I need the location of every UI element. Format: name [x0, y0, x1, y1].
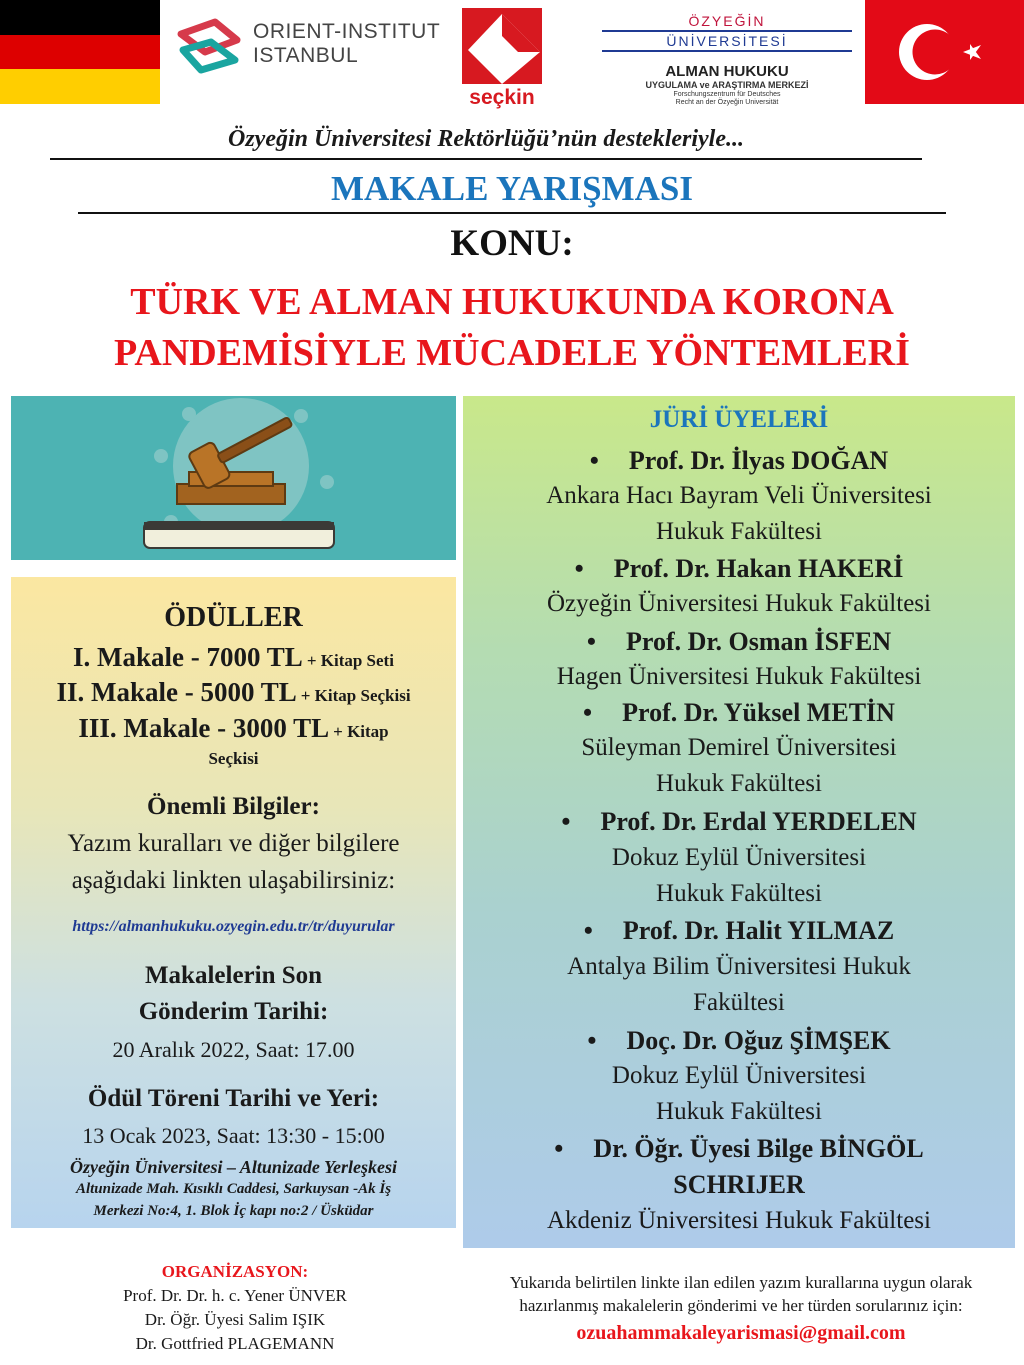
contest-title: MAKALE YARIŞMASI: [78, 166, 946, 214]
award-first-amount: I. Makale - 7000 TL: [73, 642, 303, 672]
bullet-icon: •: [583, 698, 593, 727]
award-third-amount: III. Makale - 3000 TL: [78, 713, 330, 743]
topic-line2: PANDEMİSİYLE MÜCADELE YÖNTEMLERİ: [114, 332, 910, 374]
info-line1: Yazım kuralları ve diğer bilgilere: [67, 830, 400, 857]
jury-member-name: • Doç. Dr. Oğuz ŞİMŞEK: [587, 1026, 891, 1055]
ozu-small-line1: Forschungszentrum für Deutsches: [673, 91, 781, 98]
jury-member-name: • Prof. Dr. Osman İSFEN: [586, 627, 892, 656]
footer-line2: hazırlanmış makalelerin gönderimi ve her türden sorularınız için:: [519, 1296, 963, 1315]
jury-member-name: • Prof. Dr. İlyas DOĞAN: [589, 446, 889, 475]
jury-member-name: • Prof. Dr. Halit YILMAZ: [583, 916, 895, 945]
jury-member-affiliation: Dokuz Eylül Üniversitesi: [611, 844, 867, 871]
ozu-top-text: ÖZYEĞİN: [688, 13, 766, 29]
award-first: [11, 642, 456, 673]
bullet-icon: •: [587, 1026, 597, 1055]
jury-member-affiliation: Süleyman Demirel Üniversitesi: [581, 734, 897, 761]
info-link[interactable]: https://almanhukuku.ozyegin.edu.tr/tr/duyurular: [72, 918, 395, 935]
orient-institut-logo: [175, 16, 455, 86]
award-third-extra: + Kitap: [333, 722, 389, 741]
deadline-date: 20 Aralık 2022, Saat: 17.00: [112, 1037, 355, 1062]
bullet-icon: •: [583, 916, 593, 945]
ceremony-date: 13 Ocak 2023, Saat: 13:30 - 15:00: [82, 1123, 385, 1148]
jury-member-name: • Prof. Dr. Erdal YERDELEN: [561, 807, 917, 836]
award-first-extra: + Kitap Seti: [306, 651, 394, 670]
jury-panel: [463, 396, 1015, 1248]
topic-title: [0, 277, 1024, 379]
ozu-center-title: ALMAN HUKUKU: [665, 63, 789, 80]
jury-member-affiliation: Hukuk Fakültesi: [656, 1098, 822, 1125]
seckin-mark-icon: [462, 8, 542, 84]
award-second: [11, 677, 456, 708]
jury-member-name: • Prof. Dr. Yüksel METİN: [583, 698, 895, 727]
award-second-amount: II. Makale - 5000 TL: [56, 677, 297, 707]
jury-title: JÜRİ ÜYELERİ: [649, 406, 829, 433]
bullet-icon: •: [589, 446, 599, 475]
ozu-bottom-text: ÜNİVERSİTESİ: [666, 33, 788, 49]
award-third-extra2: Seçkisi: [208, 749, 259, 768]
jury-member-affiliation: Ankara Hacı Bayram Veli Üniversitesi: [546, 482, 932, 509]
organizer-name: Dr. Gottfried PLAGEMANN: [135, 1334, 335, 1353]
jury-member-name-continued: SCHRIJER: [673, 1170, 805, 1199]
bullet-icon: •: [574, 554, 584, 583]
seckin-logo: [462, 8, 542, 108]
topic-line1: TÜRK VE ALMAN HUKUKUNDA KORONA: [130, 281, 894, 323]
ceremony-place2: Altunizade Mah. Kısıklı Caddesi, Sarkuysan -Ak İş: [75, 1181, 392, 1197]
awards-info-panel: [11, 577, 456, 1228]
jury-member-affiliation: Hagen Üniversitesi Hukuk Fakültesi: [556, 663, 922, 690]
contact-email[interactable]: ozuahammakaleyarismasi@gmail.com: [576, 1322, 906, 1344]
ceremony-place3: Merkezi No:4, 1. Blok İç kapı no:2 / Üsküdar: [93, 1203, 374, 1219]
gavel-book-illustration: [11, 396, 456, 560]
organizer-name: Dr. Öğr. Üyesi Salim IŞIK: [144, 1310, 326, 1329]
jury-member-affiliation: Akdeniz Üniversitesi Hukuk Fakültesi: [547, 1207, 931, 1234]
info-title: Önemli Bilgiler:: [147, 793, 320, 820]
awards-title: ÖDÜLLER: [164, 602, 303, 633]
bullet-icon: •: [586, 627, 597, 656]
ozu-center-subtitle: UYGULAMA ve ARAŞTIRMA MERKEZİ: [645, 80, 809, 90]
organizer-name: Prof. Dr. Dr. h. c. Yener ÜNVER: [123, 1286, 347, 1305]
organization-title: ORGANİZASYON:: [161, 1262, 309, 1281]
jury-member-affiliation: Dokuz Eylül Üniversitesi: [611, 1062, 867, 1089]
orient-name-line1: ORIENT-INSTITUT: [253, 20, 441, 43]
ozyegin-alman-hukuku-logo: [596, 14, 858, 106]
seckin-label: seçkin: [469, 86, 535, 109]
ceremony-place1: Özyeğin Üniversitesi – Altunizade Yerleşkesi: [69, 1157, 397, 1177]
jury-member-affiliation: Hukuk Fakültesi: [656, 770, 822, 797]
jury-member-affiliation: Hukuk Fakültesi: [656, 518, 822, 545]
deadline-title1: Makalelerin Son: [144, 962, 323, 989]
konu-label: KONU:: [450, 223, 574, 264]
ceremony-title: Ödül Töreni Tarihi ve Yeri:: [87, 1085, 380, 1112]
ozu-small-line2: Recht an der Özyeğin Universität: [675, 99, 779, 106]
award-second-extra: + Kitap Seçkisi: [300, 686, 411, 705]
jury-member-name: • Dr. Öğr. Üyesi Bilge BİNGÖL: [554, 1134, 924, 1163]
turkey-flag-icon: [865, 0, 1024, 104]
deadline-title2: Gönderim Tarihi:: [138, 998, 329, 1025]
jury-member-affiliation: Antalya Bilim Üniversitesi Hukuk: [567, 953, 911, 980]
germany-flag-icon: [0, 0, 160, 104]
footer-line1: Yukarıda belirtilen linkte ilan edilen yazım kurallarına uygun olarak: [509, 1273, 973, 1292]
jury-member-affiliation: Fakültesi: [693, 989, 785, 1016]
bullet-icon: •: [561, 807, 571, 836]
orient-institut-mark-icon: [175, 16, 245, 76]
orient-name-line2: ISTANBUL: [253, 44, 359, 67]
info-line2: aşağıdaki linkten ulaşabilirsiniz:: [71, 867, 396, 894]
jury-member-name: • Prof. Dr. Hakan HAKERİ: [574, 554, 904, 583]
bullet-icon: •: [554, 1134, 564, 1163]
award-third: [11, 713, 456, 744]
jury-member-affiliation: Özyeğin Üniversitesi Hukuk Fakültesi: [547, 590, 931, 617]
jury-member-affiliation: Hukuk Fakültesi: [656, 880, 822, 907]
support-line: Özyeğin Üniversitesi Rektörlüğü’nün destekleriyle...: [50, 122, 922, 160]
